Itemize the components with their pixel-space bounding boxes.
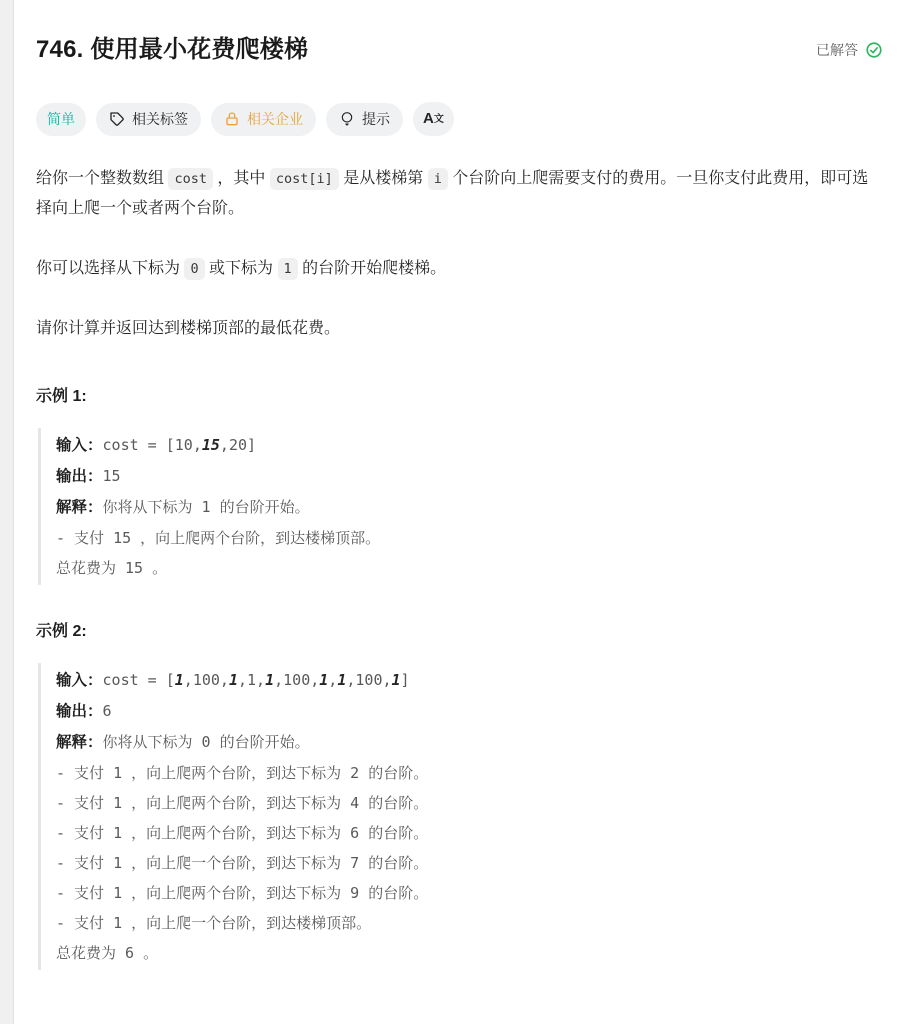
example-io	[38, 663, 883, 970]
text-segment: ,	[328, 671, 338, 689]
example-heading: 示例 1:	[36, 388, 87, 405]
translate-badge[interactable]	[413, 102, 454, 136]
examples-section	[36, 386, 883, 970]
badge-label: A文	[423, 110, 444, 127]
text-segment: 个台阶向上爬需要支付的费用。一旦你支付此费用，即可选择向上爬一个或者两个台阶。	[36, 170, 869, 217]
inline-code: 0	[184, 258, 204, 280]
difficulty-badge[interactable]	[36, 103, 86, 136]
text-segment: ,20]	[219, 436, 257, 454]
text-segment: ,100,	[346, 671, 392, 689]
text-segment: 你将从下标为 0 的台阶开始。	[102, 733, 310, 751]
text-segment: 1	[337, 671, 347, 689]
example-line	[56, 848, 883, 878]
problem-description-panel	[15, 0, 897, 1024]
text-segment: cost = [	[102, 671, 175, 689]
text-segment: 总花费为 6 。	[56, 944, 159, 962]
inline-code: cost	[168, 168, 213, 190]
text-segment: 输入：	[56, 437, 103, 454]
inline-code: 1	[278, 258, 298, 280]
example-line	[56, 908, 883, 938]
text-segment: 1	[174, 671, 184, 689]
example-line	[56, 788, 883, 818]
badge-label: 相关标签	[132, 110, 188, 127]
text-segment: 输出：	[56, 703, 103, 720]
solved-label: 已解答	[816, 42, 858, 58]
example-line	[56, 523, 883, 553]
badge-label: 简单	[47, 110, 75, 127]
inline-code: i	[428, 168, 448, 190]
text-segment: 总花费为 15 。	[56, 559, 168, 577]
badge-row	[36, 102, 883, 136]
example-line	[56, 818, 883, 848]
example-heading: 示例 2:	[36, 623, 87, 640]
example-block	[36, 621, 883, 970]
text-segment: - 支付 1 ，向上爬两个台阶，到达下标为 2 的台阶。	[56, 764, 429, 782]
text-segment: 你将从下标为 1 的台阶开始。	[102, 498, 310, 516]
example-line	[56, 461, 883, 492]
example-line	[56, 492, 883, 523]
text-segment: 输入：	[56, 672, 103, 689]
title-row	[36, 34, 883, 66]
description-paragraph	[36, 314, 883, 344]
hint-badge[interactable]	[326, 103, 403, 136]
inline-code: cost[i]	[270, 168, 339, 190]
text-segment: 1	[265, 671, 275, 689]
text-segment: - 支付 1 ，向上爬两个台阶，到达下标为 4 的台阶。	[56, 794, 429, 812]
text-segment: 给你一个整数数组	[36, 170, 169, 187]
solved-status	[816, 40, 883, 60]
text-segment: 的台阶开始爬楼梯。	[297, 260, 447, 277]
lightbulb-icon	[339, 111, 355, 127]
text-segment: ,100,	[183, 671, 229, 689]
description-paragraph	[36, 254, 883, 284]
example-line	[56, 878, 883, 908]
related-tags-badge[interactable]	[96, 103, 201, 136]
text-segment: - 支付 15 ，向上爬两个台阶，到达楼梯顶部。	[56, 529, 381, 547]
example-io	[38, 428, 883, 585]
problem-title: 746. 使用最小花费爬楼梯	[36, 36, 309, 63]
example-line	[56, 696, 883, 727]
example-line	[56, 553, 883, 583]
text-segment: 15	[201, 436, 220, 454]
text-segment: 6	[102, 702, 112, 720]
text-segment: 15	[102, 467, 121, 485]
text-segment: 解释：	[56, 499, 103, 516]
panel-gutter	[0, 0, 14, 1024]
text-segment: ，其中	[212, 170, 270, 187]
text-segment: 输出：	[56, 468, 103, 485]
text-segment: 解释：	[56, 734, 103, 751]
related-companies-badge[interactable]	[211, 103, 316, 136]
check-circle-icon	[865, 41, 883, 59]
tag-icon	[109, 111, 125, 127]
lock-icon	[224, 111, 240, 127]
example-line	[56, 758, 883, 788]
text-segment: ,1,	[237, 671, 266, 689]
example-line	[56, 938, 883, 968]
example-line	[56, 727, 883, 758]
text-segment: 你可以选择从下标为	[36, 260, 185, 277]
text-segment: cost = [10,	[102, 436, 202, 454]
text-segment: ,100,	[274, 671, 320, 689]
text-segment: 或下标为	[204, 260, 278, 277]
badge-label-small: 文	[433, 114, 444, 125]
description-paragraph	[36, 164, 883, 224]
example-line	[56, 430, 883, 461]
text-segment: - 支付 1 ，向上爬一个台阶，到达下标为 7 的台阶。	[56, 854, 429, 872]
problem-statement	[36, 164, 883, 344]
text-segment: - 支付 1 ，向上爬两个台阶，到达下标为 9 的台阶。	[56, 884, 429, 902]
text-segment: 请你计算并返回达到楼梯顶部的最低花费。	[36, 320, 341, 337]
example-line	[56, 665, 883, 696]
text-segment: 1	[391, 671, 401, 689]
example-block	[36, 386, 883, 585]
badge-label: 相关企业	[247, 110, 303, 127]
text-segment: ]	[400, 671, 410, 689]
text-segment: 是从楼梯第	[338, 170, 428, 187]
text-segment: 1	[319, 671, 329, 689]
text-segment: - 支付 1 ，向上爬两个台阶，到达下标为 6 的台阶。	[56, 824, 429, 842]
badge-label: 提示	[362, 110, 390, 127]
text-segment: 1	[228, 671, 238, 689]
text-segment: - 支付 1 ，向上爬一个台阶，到达楼梯顶部。	[56, 914, 372, 932]
